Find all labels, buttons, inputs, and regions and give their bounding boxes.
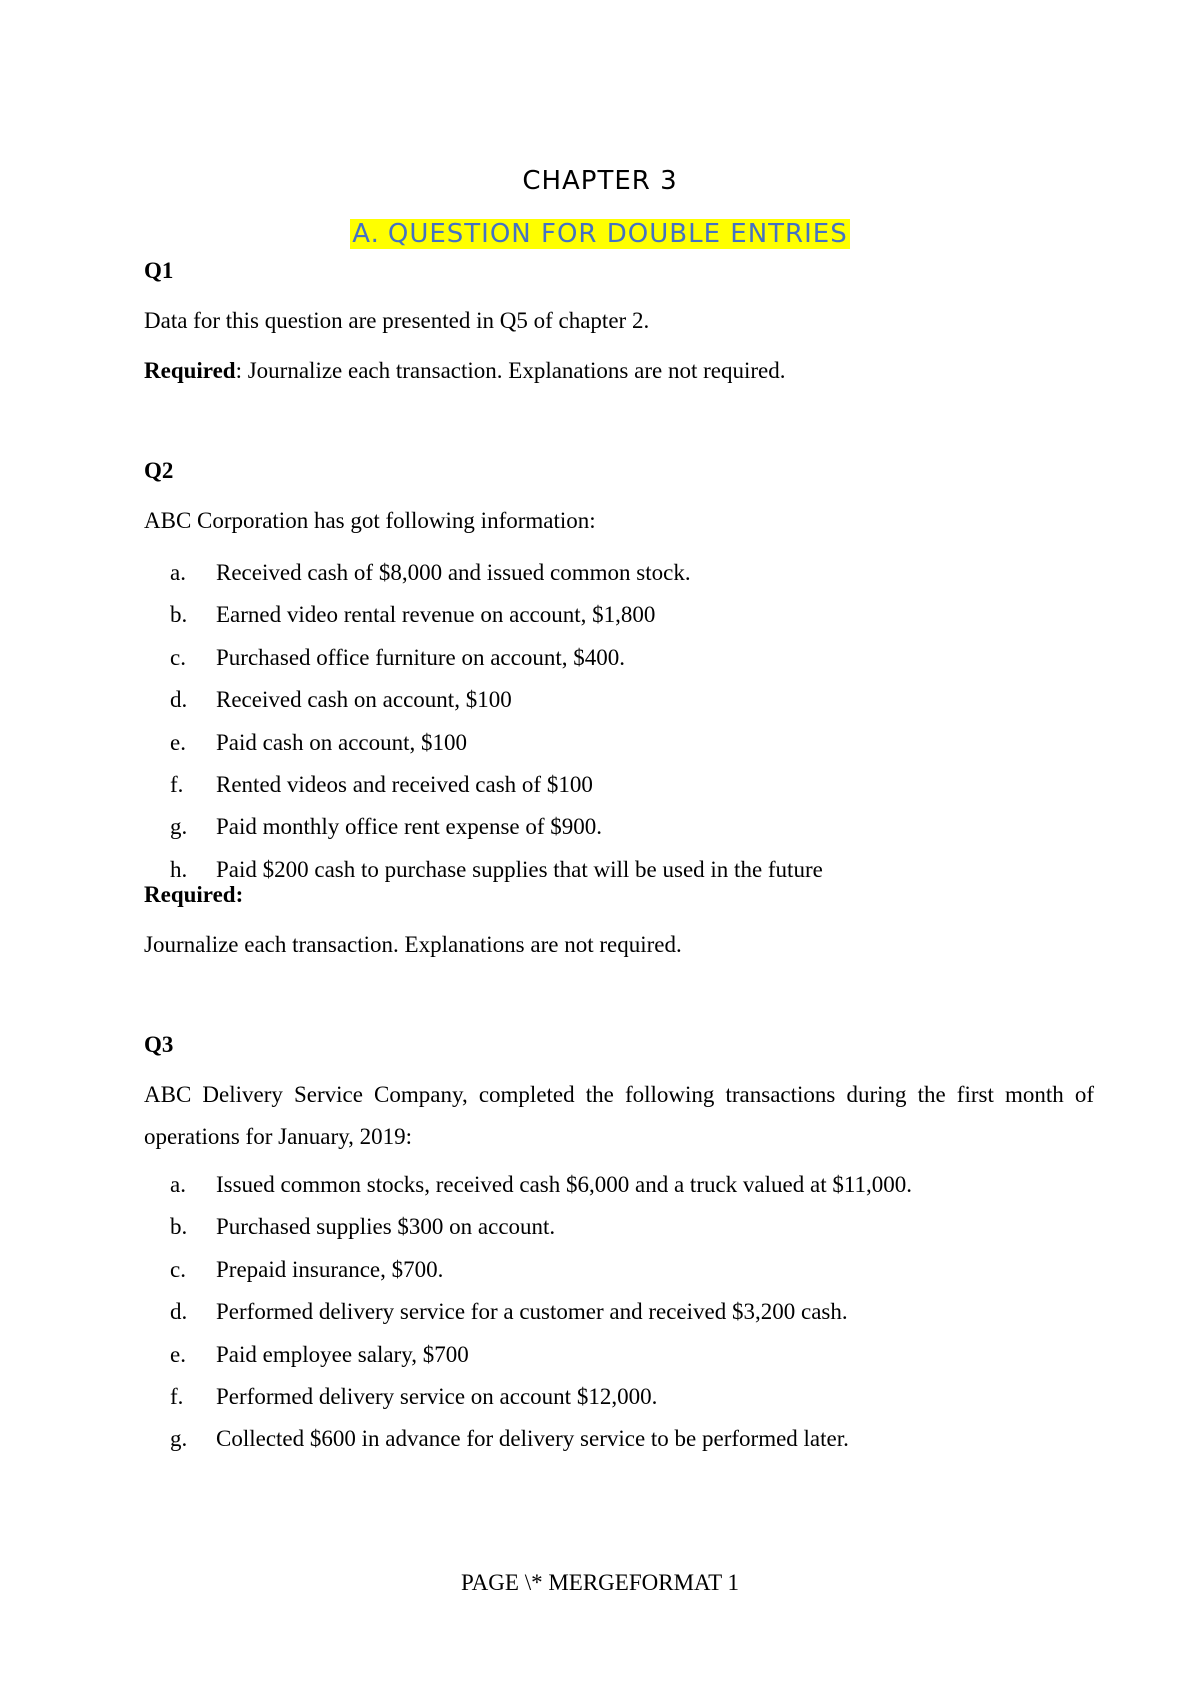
list-item bbox=[144, 1422, 1094, 1464]
list-item bbox=[144, 768, 1094, 810]
list-item bbox=[144, 1295, 1094, 1337]
list-item-text: Received cash of $8,000 and issued common stock. bbox=[216, 560, 691, 585]
list-item-text: Issued common stocks, received cash $6,000 and a truck valued at $11,000. bbox=[216, 1172, 912, 1197]
list-item bbox=[144, 556, 1094, 598]
page-footer: PAGE \* MERGEFORMAT 1 bbox=[461, 1570, 739, 1595]
list-item-text: Purchased supplies $300 on account. bbox=[216, 1214, 556, 1240]
list-marker: d. bbox=[170, 687, 188, 713]
section-heading-highlight bbox=[350, 219, 849, 249]
list-marker: d. bbox=[170, 1299, 188, 1325]
list-item bbox=[144, 726, 1094, 768]
list-item-text: Earned video rental revenue on account, $1,800 bbox=[216, 602, 656, 628]
section-number: A. bbox=[352, 219, 380, 249]
list-item-text: Rented videos and received cash of $100 bbox=[216, 771, 593, 797]
list-item bbox=[144, 1380, 1094, 1422]
q2-required-label: Required: bbox=[144, 882, 244, 907]
q1-text: Data for this question are presented in Q5 of chapter 2. bbox=[144, 308, 650, 333]
list-marker: f. bbox=[170, 771, 184, 797]
list-item-text: Purchased office furniture on account, $400. bbox=[216, 644, 625, 670]
list-marker: c. bbox=[170, 644, 186, 670]
list-marker: b. bbox=[170, 602, 188, 628]
q1-required-text: : Journalize each transaction. Explanations are not required. bbox=[235, 358, 786, 383]
list-marker: b. bbox=[170, 1214, 188, 1240]
section-title: QUESTION FOR DOUBLE ENTRIES bbox=[387, 219, 848, 249]
list-item bbox=[144, 683, 1094, 725]
list-item bbox=[144, 598, 1094, 640]
q2-intro: ABC Corporation has got following information: bbox=[144, 508, 596, 533]
list-item-text: Prepaid insurance, $700. bbox=[216, 1256, 444, 1282]
list-item-text: Paid employee salary, $700 bbox=[216, 1341, 469, 1367]
list-marker: f. bbox=[170, 1383, 184, 1409]
list-item bbox=[144, 1210, 1094, 1252]
q3-transaction-list bbox=[144, 1168, 1094, 1465]
q2-label: Q2 bbox=[144, 458, 174, 483]
q2-transaction-list bbox=[144, 556, 1094, 895]
list-item-text: Paid $200 cash to purchase supplies that will be used in the future bbox=[216, 856, 823, 882]
list-marker: a. bbox=[170, 1172, 186, 1197]
list-item-text: Collected $600 in advance for delivery service to be performed later. bbox=[216, 1426, 849, 1452]
list-item-text: Paid cash on account, $100 bbox=[216, 729, 468, 755]
chapter-title: CHAPTER 3 bbox=[522, 166, 678, 196]
list-marker: a. bbox=[170, 560, 186, 585]
list-marker: e. bbox=[170, 729, 186, 755]
list-item bbox=[144, 1168, 1094, 1210]
q1-required-label: Required bbox=[144, 358, 236, 383]
q3-label: Q3 bbox=[144, 1032, 174, 1057]
list-item-text: Received cash on account, $100 bbox=[216, 687, 512, 713]
q3-intro: ABC Delivery Service Company, completed the following transactions during the first month of operations for January, 2019: bbox=[144, 1082, 1094, 1149]
q1-required bbox=[144, 354, 1094, 387]
list-marker: e. bbox=[170, 1341, 186, 1367]
list-marker: g. bbox=[170, 1426, 188, 1452]
list-item-text: Performed delivery service on account $12,000. bbox=[216, 1383, 658, 1409]
q2-required-text: Journalize each transaction. Explanations are not required. bbox=[144, 932, 682, 957]
section-heading bbox=[0, 216, 1200, 253]
list-item bbox=[144, 810, 1094, 852]
list-marker: h. bbox=[170, 856, 188, 882]
list-item bbox=[144, 641, 1094, 683]
list-item bbox=[144, 1338, 1094, 1380]
list-item-text: Performed delivery service for a customer and received $3,200 cash. bbox=[216, 1299, 848, 1325]
list-marker: c. bbox=[170, 1256, 186, 1282]
list-item bbox=[144, 1253, 1094, 1295]
list-item-text: Paid monthly office rent expense of $900. bbox=[216, 814, 603, 840]
list-marker: g. bbox=[170, 814, 188, 840]
q1-label: Q1 bbox=[144, 258, 174, 283]
